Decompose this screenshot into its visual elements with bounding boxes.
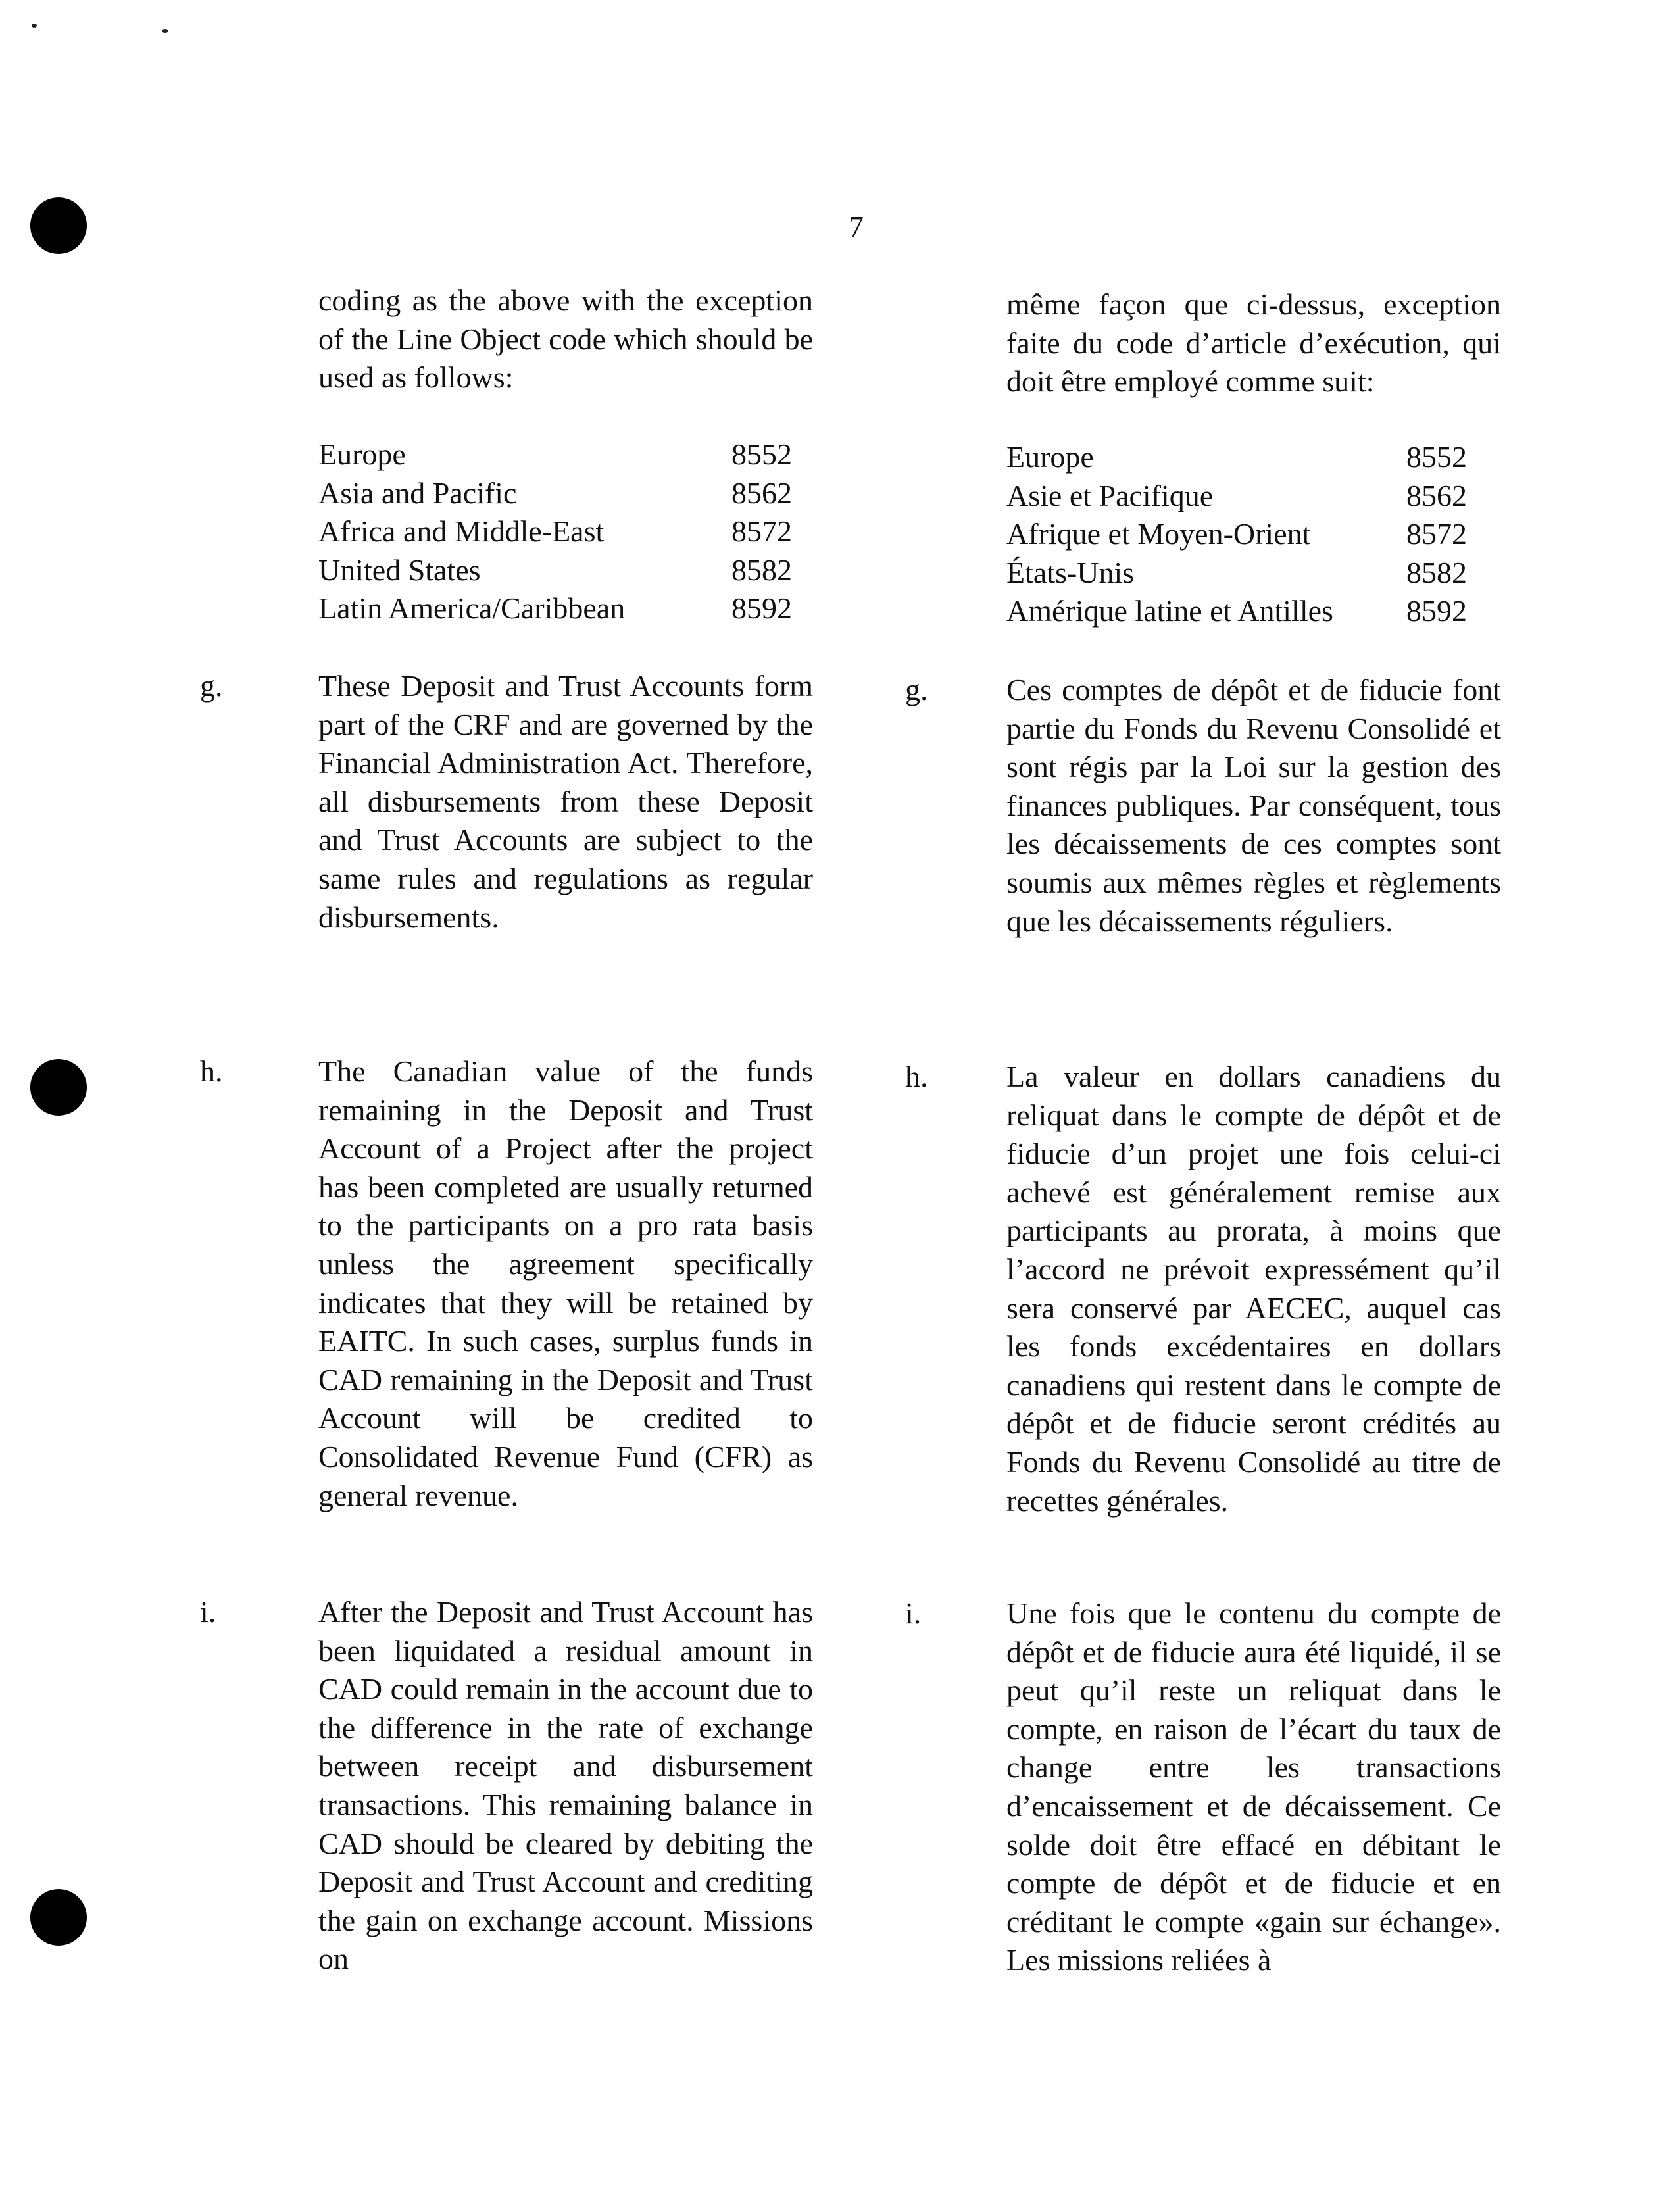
line-object-code: 8592: [1406, 594, 1467, 628]
line-object-code: 8582: [1406, 555, 1467, 589]
code-row: [318, 435, 792, 474]
region-name: Asie et Pacifique: [1006, 478, 1214, 512]
region-name: Africa and Middle-East: [318, 514, 605, 549]
code-row: [1006, 477, 1467, 516]
french-paragraph-i: Une fois que le contenu du compte de dépôt et de fiducie aura été liquidé, il se peut qu’il reste un reliquat dans le compte, en raison de l’écart du taux de change entre les transactions d’encaissement et de décaissement. Ce solde doit être effacé en débitant le compte de dépôt et de fiducie et en créditant le compte «gain sur échange». Les missions reliées à: [1006, 1596, 1501, 1977]
french-paragraph-g: Ces comptes de dépôt et de fiducie font partie du Fonds du Revenu Consolidé et sont régis par la Loi sur la gestion des finances publiques. Par conséquent, tous les décaissements de ces comptes sont soumis aux mêmes règles et règlements que les décaissements réguliers.: [1006, 673, 1501, 938]
french-intro: même façon que ci-dessus, exception faite du code d’article d’exécution, qui doit être employé comme suit:: [1006, 287, 1501, 399]
line-object-code: 8572: [731, 514, 792, 549]
binder-hole-middle: [30, 1059, 87, 1116]
binder-hole-top: [30, 197, 87, 254]
english-code-table: [318, 435, 792, 628]
page-number: 7: [849, 210, 864, 243]
line-object-code: 8572: [1406, 517, 1467, 551]
line-object-code: 8562: [731, 476, 792, 510]
region-name: Afrique et Moyen-Orient: [1006, 517, 1311, 551]
item-label-g: g.: [200, 669, 223, 703]
code-row: [318, 474, 792, 513]
region-name: Amérique latine et Antilles: [1006, 594, 1333, 628]
code-row: [318, 512, 792, 551]
region-name: United States: [318, 553, 481, 587]
english-paragraph-h: The Canadian value of the funds remaining in the Deposit and Trust Account of a Project after the project has been completed are usually returned to the participants on a pro rata basis unless the agreement specifically indicates that they will be retained by EAITC. In such cases, surplus funds in CAD remaining in the Deposit and Trust Account will be credited to Consolidated Revenue Fund (CFR) as general revenue.: [318, 1054, 813, 1512]
region-name: Europe: [1006, 440, 1094, 474]
english-intro: coding as the above with the exception of the Line Object code which should be used as follows:: [318, 284, 813, 395]
scan-speck: [32, 24, 37, 28]
french-paragraph-h: La valeur en dollars canadiens du reliquat dans le compte de dépôt et de fiducie d’un projet une fois celui-ci achevé est généralement remise aux participants au prorata, à moins que l’accord ne prévoit expressément qu’il sera conservé par AECEC, auquel cas les fonds excédentaires en dollars canadiens qui restent dans le compte de dépôt et de fiducie seront crédités au Fonds du Revenu Consolidé au titre de recettes générales.: [1006, 1060, 1501, 1518]
item-label-i: i.: [905, 1596, 922, 1630]
region-name: États-Unis: [1006, 555, 1135, 589]
code-row: [1006, 438, 1467, 477]
code-row: [1006, 592, 1467, 631]
binder-hole-bottom: [30, 1889, 87, 1946]
code-row: [1006, 515, 1467, 554]
english-paragraph-i: After the Deposit and Trust Account has been liquidated a residual amount in CAD could remain in the account due to the difference in the rate of exchange between receipt and disbursement transactions. This remaining balance in CAD should be cleared by debiting the Deposit and Trust Account and crediting the gain on exchange account. Missions on: [318, 1595, 813, 1976]
french-code-table: [1006, 438, 1467, 631]
scan-speck: [162, 29, 168, 33]
item-label-h: h.: [905, 1060, 928, 1093]
item-label-h: h.: [200, 1054, 223, 1088]
code-row: [318, 551, 792, 590]
code-row: [1006, 554, 1467, 593]
line-object-code: 8562: [1406, 478, 1467, 512]
region-name: Latin America/Caribbean: [318, 591, 626, 626]
english-paragraph-g: These Deposit and Trust Accounts form part of the CRF and are governed by the Financial Administration Act. Therefore, all disbursements from these Deposit and Trust Accounts are subject to the same rules and regulations as regular disbursements.: [318, 669, 813, 934]
line-object-code: 8582: [731, 553, 792, 587]
region-name: Asia and Pacific: [318, 476, 517, 510]
code-row: [318, 589, 792, 628]
line-object-code: 8552: [1406, 440, 1467, 474]
region-name: Europe: [318, 437, 406, 471]
line-object-code: 8552: [731, 437, 792, 471]
line-object-code: 8592: [731, 591, 792, 626]
item-label-i: i.: [200, 1595, 216, 1629]
item-label-g: g.: [905, 673, 928, 706]
